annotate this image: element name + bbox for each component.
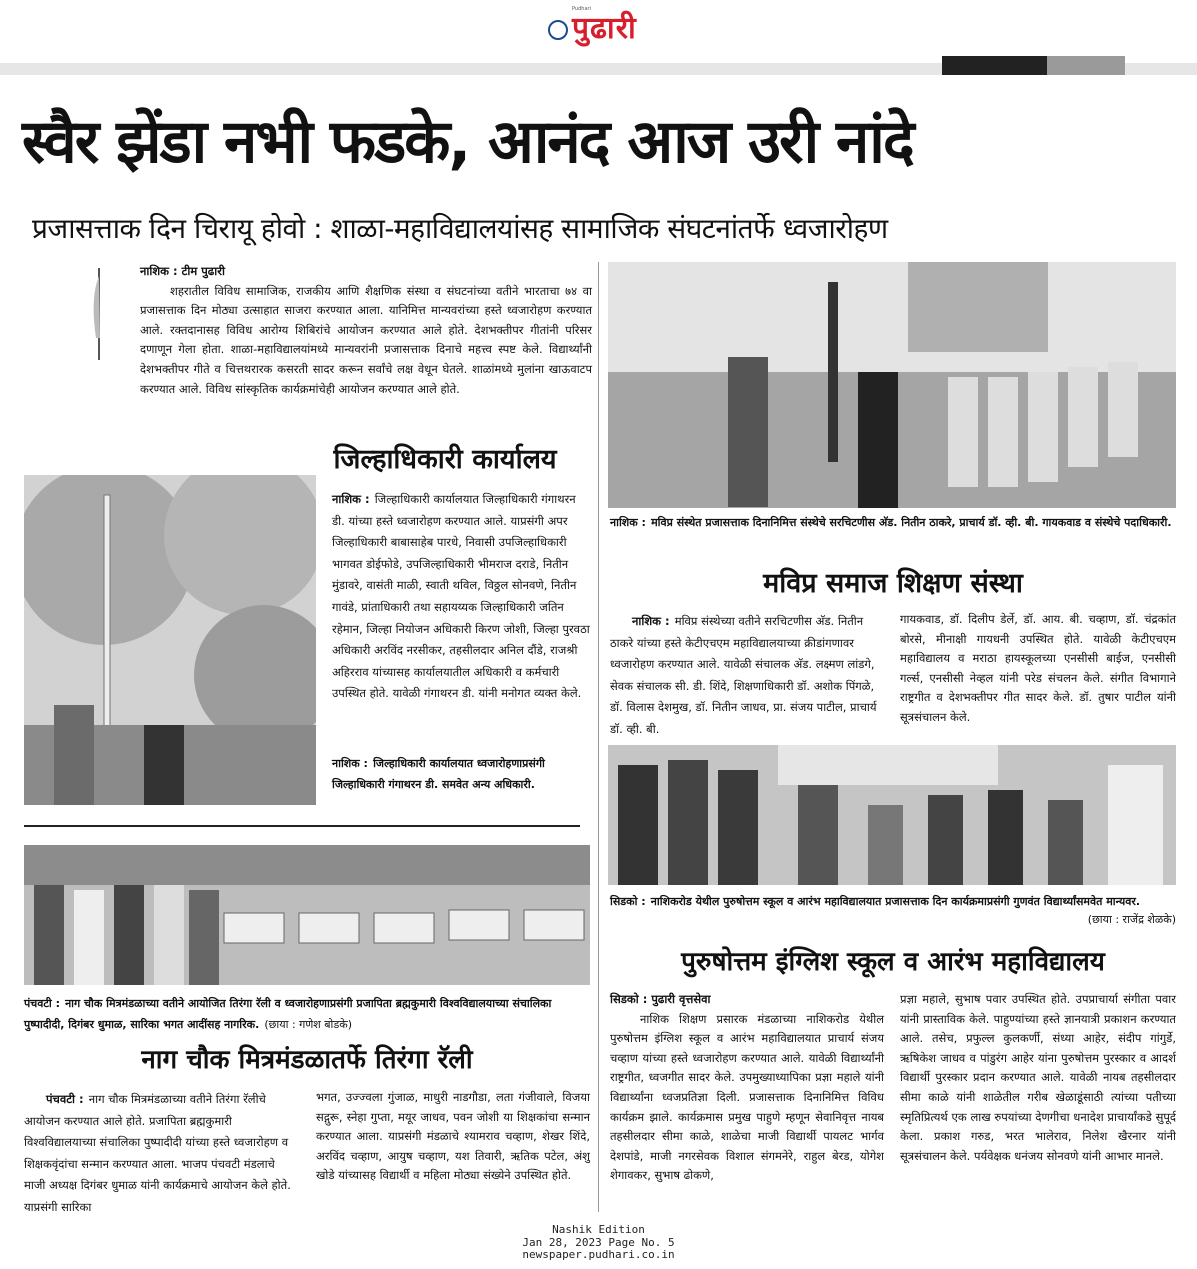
nagchowk-caption: नाग चौक मित्रमंडळाच्या वतीने आयोजित तिरंगा रॅली व ध्वजारोहणाप्रसंगी प्रजापिता ब्रह्मकुमारी विश्वविद्यालयाच्या संचालिका पुष्पादीदी, दिगंबर धुमाळ, सारिका भगत आदींसह नागरिक. [24, 997, 552, 1031]
intro-dateline: नाशिक : टीम पुढारी [140, 264, 225, 278]
mvp-col2-text: गायकवाड, डॉ. दिलीप डेर्ले, डॉ. आय. बी. चव्हाण, डॉ. चंद्रकांत बोरसे, मीनाक्षी गायधनी उपस्थित होते. यावेळी केटीएचएम महाविद्यालय व मराठा हायस्कूलच्या एनसीसी बाईज, एनसीसी गर्ल्स, एनसीसी नेव्हल यांनी परेड संचलन केले. संगीत विभागाने राष्ट्रगीत व देशभक्तीपर गीत सादर केले. डॉ. तुषार पाटील यांनी सूत्रसंचालन केले. [900, 612, 1176, 724]
purushottam-col1-text: नाशिक शिक्षण प्रसारक मंडळाच्या नाशिकरोड येथील पुरुषोत्तम इंग्लिश स्कूल व आरंभ महाविद्यालयात प्राचार्य संजय चव्हाण यांच्या हस्ते ध्वजारोहण करण्यात आले. यावेळी विद्यार्थ्यांनी राष्ट्रगीत, ध्वजगीत सादर केले. उपमुख्याध्यापिका प्रज्ञा महाले यांनी विद्यार्थ्यांना ध्वजप्रतिज्ञा दिली. प्रजासत्ताक दिनानिमित्त विविध कार्यक्रम झाले. कार्यक्रमास प्रमुख पाहुणे म्हणून सेवानिवृत्त नायब तहसीलदार सीमा काळे, शाळेचा माजी विद्यार्थी पायलट भार्गव देशपांडे, माजी नगरसेवक विशाल संगमनेरे, राहुल बेरड, योगेश शेगावकर, सुभाष ढोकणे, [610, 1011, 884, 1183]
purushottam-dateline: सिडको : पुढारी वृत्तसेवा [610, 992, 711, 1006]
masthead [0, 0, 1197, 70]
collector-caption-block [332, 752, 590, 794]
mvp-parade-photo [608, 262, 1176, 508]
purushottam-group-photo [608, 745, 1176, 885]
nagchowk-caption-label: पंचवटी : [24, 997, 60, 1010]
logo-emblem-icon [548, 20, 568, 40]
mvp-col1 [610, 610, 884, 740]
footer-date-page: Jan 28, 2023 Page No. 5 [522, 1235, 675, 1249]
purushottam-caption-label: सिडको : [610, 895, 646, 908]
sub-headline: प्रजासत्ताक दिन चिरायू होवो : शाळा-महाविद्यालयांसह सामाजिक संघटनांतर्फे ध्वजारोहण [32, 212, 888, 245]
mvp-col1-text: मविप्र संस्थेच्या वतीने सरचिटणीस अ‍ॅड. नितीन ठाकरे यांच्या हस्ते केटीएचएम महाविद्यालयाच्या क्रीडांगणावर ध्वजारोहण करण्यात आले. यावेळी संचालक अ‍ॅड. लक्ष्मण लांडगे, सेवक संचालक सी. डी. शिंदे, शिक्षणाधिकारी डॉ. अशोक पिंगळे, डॉ. विलास देशमुख, डॉ. नितीन जाधव, प्रा. संजय पाटील, प्राचार्य डॉ. व्ही. बी. [610, 614, 877, 736]
header-strip-dark [942, 56, 1047, 75]
header-strip-grey [1047, 56, 1125, 75]
collector-caption: जिल्हाधिकारी कार्यालयात ध्वजारोहणाप्रसंगी जिल्हाधिकारी गंगाथरन डी. समवेत अन्य अधिकारी. [332, 757, 545, 791]
purushottam-col1 [610, 990, 884, 1186]
footer [0, 1224, 1197, 1262]
collector-body: जिल्हाधिकारी कार्यालयात जिल्हाधिकारी गंगाथरन डी. यांच्या हस्ते ध्वजारोहण करण्यात आले. याप्रसंगी अपर जिल्हाधिकारी बाबासाहेब पारधे, निवासी उपजिल्हाधिकारी भागवत डोईफोडे, उपजिल्हाधिकारी भीमराज दराडे, नितीन मुंडावरे, वासंती माळी, स्वाती थविल, विठ्ठल सोनवणे, नितीन गावंडे, प्रांताधिकारी तथा सहायय्यक जिल्हाधिकारी जतिन रहेमान, जिल्हा नियोजन अधिकारी किरण जोशी, जिल्हा पुरवठा अधिकारी अरविंद नरसीकर, तहसीलदार अनिल दौंडे, राजश्री अहिरराव यांच्यासह कार्यालयातील अधिकारी व कर्मचारी उपस्थित होते. यावेळी गंगाथरन डी. यांनी मनोगत व्यक्त केले. [332, 492, 590, 701]
nagchowk-dateline: पंचवटी : [46, 1092, 84, 1106]
logo: पुढारी [572, 11, 637, 46]
mvp-photo-caption-block [610, 511, 1176, 532]
footer-edition: Nashik Edition [552, 1223, 645, 1236]
collector-flag-photo [24, 475, 316, 805]
purushottam-caption-block [610, 890, 1176, 929]
masthead-tagline: Pudhari [572, 6, 591, 12]
mvp-photo-caption: मविप्र संस्थेत प्रजासत्ताक दिनानिमित्त संस्थेचे सरचिटणीस अ‍ॅड. नितीन ठाकरे, प्राचार्य डॉ. व्ही. बी. गायकवाड व संस्थेचे पदाधिकारी. [651, 516, 1172, 529]
mvp-dateline: नाशिक : [632, 614, 670, 628]
mvp-photo-caption-label: नाशिक : [610, 516, 646, 529]
footer-url[interactable]: newspaper.pudhari.co.in [522, 1248, 675, 1261]
nagchowk-col2-text: भगत, उज्ज्वला गुंजाळ, माधुरी नाडगौडा, लता गंजीवाले, विजया सद्गुरू, स्नेहा गुप्ता, मयूर जाधव, पवन जोशी या शिक्षकांचा सन्मान करण्यात आला. याप्रसंगी मंडळाचे श्यामराव चव्हाण, शेखर शिंदे, अरविंद चव्हाण, आयुष चव्हाण, यश तिवारी, ऋतिक पटेल, अंशु खोडे यांच्यासह विद्यार्थी व महिला मोठ्या संख्येने उपस्थित होते. [316, 1090, 590, 1183]
collector-dateline: नाशिक : [332, 492, 370, 506]
mvp-title: मविप्र समाज शिक्षण संस्था [763, 568, 1023, 599]
divider-left [24, 825, 580, 827]
collector-caption-label: नाशिक : [332, 757, 368, 770]
collector-title: जिल्हाधिकारी कार्यालय [333, 444, 557, 475]
intro-block [140, 262, 592, 399]
nagchowk-caption-block [24, 992, 590, 1034]
nagchowk-title: नाग चौक मित्रमंडळातर्फे तिरंगा रॅली [141, 1045, 473, 1075]
purushottam-caption: नाशिकरोड येथील पुरुषोत्तम स्कूल व आरंभ महाविद्यालयात प्रजासत्ताक दिन कार्यक्रमाप्रसंगी गुणवंत विद्यार्थ्यांसमवेत मान्यवर. [650, 895, 1141, 908]
nagchowk-rally-photo [24, 845, 590, 985]
nagchowk-col1 [24, 1088, 298, 1218]
flag-icon [88, 268, 110, 360]
main-headline: स्वैर झेंडा नभी फडके, आनंद आज उरी नांदे [22, 107, 913, 177]
nagchowk-col1-text: नाग चौक मित्रमंडळाच्या वतीने तिरंगा रॅलीचे आयोजन करण्यात आले होते. प्रजापिता ब्रह्मकुमारी विश्वविद्यालयाच्या संचालिका पुष्पादीदी यांच्या हस्ते ध्वजारोहण व शिक्षकवृंदांचा सन्मान करण्यात आला. भाजप पंचवटी मंडलाचे माजी अध्यक्ष दिगंबर धुमाळ यांनी कार्यक्रमाचे आयोजन केले होते. याप्रसंगी सारिका [24, 1092, 291, 1214]
purushottam-photo-credit: (छाया : राजेंद्र शेळके) [1087, 913, 1176, 926]
purushottam-col2-text: प्रज्ञा महाले, सुभाष पवार उपस्थित होते. उपप्राचार्या संगीता पवार यांनी प्रास्ताविक केले. पाहुण्यांच्या हस्ते ज्ञानयात्री प्रकाशन करण्यात आले. तसेच, प्रफुल्ल कुलकर्णी, संध्या आहेर, संदीप गांगुर्डे, ऋषिकेश जाधव व पांडुरंग आहेर यांना पुरुषोत्तम पुरस्कार व आदर्श विद्यार्थी पुरस्कार प्रदान करण्यात आले. यावेळी नायब तहसीलदार सीमा काळे यांनी शाळेतील गरीब खेळाडूंसाठी त्यांच्या पतीच्या स्मृतिप्रित्यर्थ एक लाख रुपयांच्या देणगीचा धनादेश प्राचार्यांकडे सुपूर्द केला. प्रकाश गरुड, भरत भालेराव, निलेश खैरनार यांनी सूत्रसंचालन केले. पर्यवेक्षक धनंजय सोनवणे यांनी आभार मानले. [900, 992, 1176, 1163]
column-divider-vertical [598, 262, 599, 1212]
nagchowk-photo-credit: (छाया : गणेश बोडके) [264, 1018, 353, 1031]
intro-body: शहरातील विविध सामाजिक, राजकीय आणि शैक्षणिक संस्था व संघटनांच्या वतीने भारताचा ७४ वा प्रजासत्ताक दिन मोठ्या उत्साहात साजरा करण्यात आला. यानिमित्त मान्यवरांच्या हस्ते ध्वजारोहण करण्यात आले. रक्तदानासह विविध आरोग्य शिबिरांचे आयोजन करण्यात आले होते. देशभक्तीपर गीतांनी परिसर दणाणून गेला होता. शाळा-महाविद्यालयांमध्ये मान्यवरांनी प्रजासत्ताक दिनाचे महत्त्व स्पष्ट केले. विद्यार्थ्यांनी देशभक्तीपर गीते व चित्तथरारक कसरती सादर करून सर्वांचे लक्ष वेधून घेतले. शाळांमध्ये मुलांना खाऊवाटप करण्यात आले. विविध सांस्कृतिक कार्यक्रमांचेही आयोजन करण्यात आले होते. [140, 283, 592, 396]
collector-body-block [332, 488, 590, 704]
purushottam-title: पुरुषोत्तम इंग्लिश स्कूल व आरंभ महाविद्यालय [681, 947, 1105, 977]
